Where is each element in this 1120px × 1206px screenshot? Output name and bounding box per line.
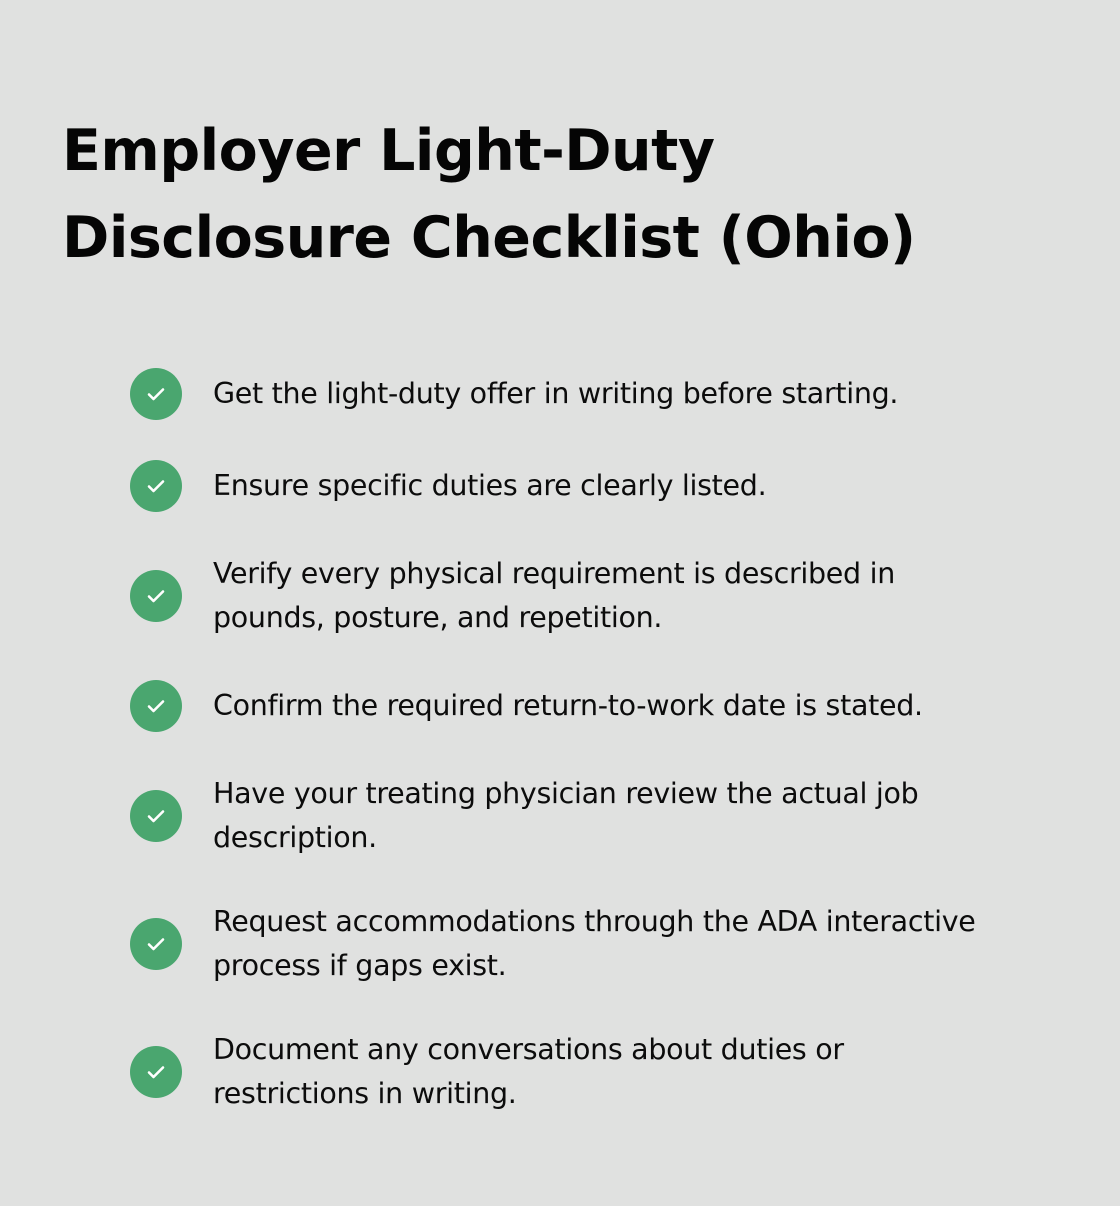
- check-circle-icon: [130, 790, 182, 842]
- checklist-item-text: Have your treating physician review the actual job description.: [213, 777, 919, 854]
- checklist-item-text: Request accommodations through the ADA interactive process if gaps exist.: [213, 905, 976, 982]
- checklist-item: [130, 552, 1090, 640]
- checklist-item: [130, 460, 1090, 512]
- title-line-2: Disclosure Checklist (Ohio): [62, 205, 916, 271]
- check-circle-icon: [130, 570, 182, 622]
- checklist-item: [130, 368, 1090, 420]
- checklist-item-text: Get the light-duty offer in writing before starting.: [213, 377, 899, 410]
- check-circle-icon: [130, 680, 182, 732]
- check-circle-icon: [130, 918, 182, 970]
- checklist-item: [130, 900, 1090, 988]
- checklist-item: [130, 680, 1090, 732]
- checklist-item: [130, 772, 1090, 860]
- check-circle-icon: [130, 1046, 182, 1098]
- checklist-item-text: Confirm the required return-to-work date is stated.: [213, 689, 923, 722]
- checklist-item-text: Document any conversations about duties or restrictions in writing.: [213, 1033, 844, 1110]
- checklist-item-text: Ensure specific duties are clearly listed.: [213, 469, 767, 502]
- checklist-item-text: Verify every physical requirement is described in pounds, posture, and repetition.: [213, 557, 895, 634]
- check-circle-icon: [130, 460, 182, 512]
- checklist-item: [130, 1028, 1090, 1116]
- page-title: [62, 108, 1062, 282]
- check-circle-icon: [130, 368, 182, 420]
- title-line-1: Employer Light-Duty: [62, 118, 715, 184]
